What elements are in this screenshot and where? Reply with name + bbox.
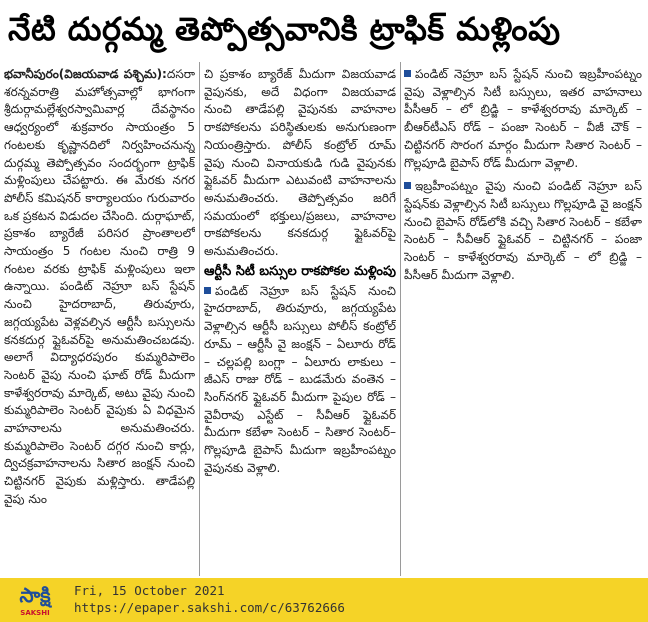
article-column-3 xyxy=(404,66,642,336)
article-column-2 xyxy=(204,66,396,576)
article-column-1 xyxy=(4,66,195,576)
column-3-bullet-1 xyxy=(404,66,642,172)
column-1-body xyxy=(4,66,195,509)
logo-subtext: SAKSHI xyxy=(20,609,50,617)
bullet-icon xyxy=(404,70,411,77)
logo-text: సాక్షి xyxy=(19,583,51,607)
subheading: ఆర్టీసీ సిటీ బస్సుల రాకపోకల మళ్లింపు xyxy=(204,263,396,279)
column-1-text: దసరా శరన్నవరాత్రి మహోత్సవాల్లో భాగంగా శ్రీదుర్గామల్లేశ్వరస్వామివార్ల దేవస్థానం ఆధ్వర్యంలో శుక్రవారం సాయంత్రం 5 గంటలకు కృష్ణానదిలో నిర్వహించనున్న దుర్గమ్మ తెప్పోత్సవం సందర్భంగా ట్రాఫిక్ మళ్లింపులు చేపట్టారు. ఈ మేరకు నగర పోలీస్ కమిషనర్ కార్యాలయం గురువారం ఒక ప్రకటన విడుదల చేసింది. దుర్గాఘాట్, ప్రకాశం బ్యారేజీ పరిసర ప్రాంతాలలో సాయంత్రం 5 గంటల నుంచి రాత్రి 9 గంటల వరకు ట్రాఫిక్ మళ్లింపులు ఇలా ఉన్నాయి. పండిట్ నెహ్రూ బస్ స్టేషన్ నుంచి హైదరాబాద్, తిరువూరు, జగ్గయ్యపేట వెళ్లవల్సిన ఆర్టీసీ బస్సులను కనకదుర్గ ఫ్లైఓవర్‌పై అనుమతించబడవు. అలాగే విద్యాధరపురం కుమ్మరిపాలెం సెంటర్ వైపు నుంచి ఘాట్ రోడ్ మీదుగా కాళేశ్వరరావు మార్కెట్, అటు వైపు నుంచి కుమ్మరిపాలెం సెంటర్ వైపుకు ఏ విధమైన వాహనాలను అనుమతించరు. కుమ్మరిపాలెం సెంటర్ దగ్గర నుంచి కార్లు, ద్విచక్రవాహనాలను సితార జంక్షన్ నుంచి చిట్టినగర్ వైపుకు మళ్లిస్తారు. తాడేపల్లి వైపు నుం xyxy=(4,67,195,506)
column-2-text: చి ప్రకాశం బ్యారేజ్ మీదుగా విజయవాడ వైపునకు, అదే విధంగా విజయవాడ నుంచి తాడేపల్లి వైపునకు వాహనాల రాకపోకలను పరిస్థితులకు అనుగుణంగా నియంత్రిస్తారు. పోలీస్ కంట్రోల్ రూమ్ వైపు నుంచి వినాయకుడి గుడి వైపునకు ఫ్లైఓవర్ మీదుగా ఎటువంటి వాహనాలను అనుమతించరు. తెప్పోత్సవం జరిగే సమయంలో భక్తులు/ప్రజలు, వాహనాల రాకపోకలను కనకదుర్గ ఫ్లైఓవర్‌పై అనుమతించరు. xyxy=(204,67,396,259)
bullet-icon xyxy=(204,287,211,294)
sakshi-logo[interactable] xyxy=(8,582,62,618)
publication-date: Fri, 15 October 2021 xyxy=(74,583,225,598)
column-2-bullet xyxy=(204,283,396,478)
footer-bar xyxy=(0,578,648,622)
headline: నేటి దుర్గమ్మ తెప్పోత్సవానికి ట్రాఫిక్ మళ్లింపు xyxy=(8,10,561,48)
epaper-link[interactable]: https://epaper.sakshi.com/c/63762666 xyxy=(74,600,345,615)
column-divider xyxy=(199,62,200,576)
column-3-bullet-2 xyxy=(404,178,642,284)
dateline: భవానీపురం(విజయవాడ పశ్చిమ): xyxy=(4,67,167,81)
column-3-bullet-2-text: ఇబ్రహీంపట్నం వైపు నుంచి పండిట్ నెహ్రూ బస్ స్టేషన్‌కు వెళ్లాల్సిన సిటీ బస్సులు గొల్లపూడి వై జంక్షన్ నుంచి బైపాస్ రోడ్‌లోకి వచ్చి సితార సెంటర్ – కబేళా సెంటర్ – సీవీఆర్ ఫ్లైఓవర్ – చిట్టినగర్ – పంజా సెంటర్ – కాళేశ్వరరావు మార్కెట్ – లో బ్రిడ్జి – పీసీఆర్ మీదుగా వెళ్లాలి. xyxy=(404,179,642,282)
column-divider xyxy=(400,62,401,576)
column-3-bullet-1-text: పండిట్ నెహ్రూ బస్ స్టేషన్ నుంచి ఇబ్రహీంపట్నం వైపు వెళ్లాల్సిన సిటీ బస్సులు, ఇతర వాహనాలు పీసీఆర్ – లో బ్రిడ్జి – కాళేశ్వరరావు మార్కెట్ – బీఆర్‌టీఎస్ రోడ్ – పంజా సెంటర్ – వీజీ చౌక్ – చిట్టినగర్ సొరంగ మార్గం మీదుగా సితార సెంటర్ – గొల్లపూడి బైపాస్ రోడ్ మీదుగా వెళ్లాలి. xyxy=(404,67,642,170)
column-2-bullet-text: పండిట్ నెహ్రూ బస్ స్టేషన్ నుంచి హైదరాబాద్, తిరువూరు, జగ్గయ్యపేట వెళ్లాల్సిన ఆర్టీసీ బస్సులు పోలీస్ కంట్రోల్ రూమ్ – ఆర్టీసీ వై జంక్షన్ – ఏలూరు రోడ్ – చల్లపల్లి బంగ్లా – ఏలూరు లాకులు – జీఎస్ రాజు రోడ్ – బుడమేరు వంతెన – సింగ్‌నగర్ ఫ్లైఓవర్ మీదుగా పైపుల రోడ్ – వైవీరావు ఎస్టేట్ – సీవీఆర్ ఫ్లైఓవర్ మీదుగా కబేళా సెంటర్ – సితార సెంటర్– గొల్లపూడి బైపాస్ మీదుగా ఇబ్రహీంపట్నం వైపునకు వెళ్లాలి. xyxy=(204,283,396,475)
bullet-icon xyxy=(404,182,411,189)
